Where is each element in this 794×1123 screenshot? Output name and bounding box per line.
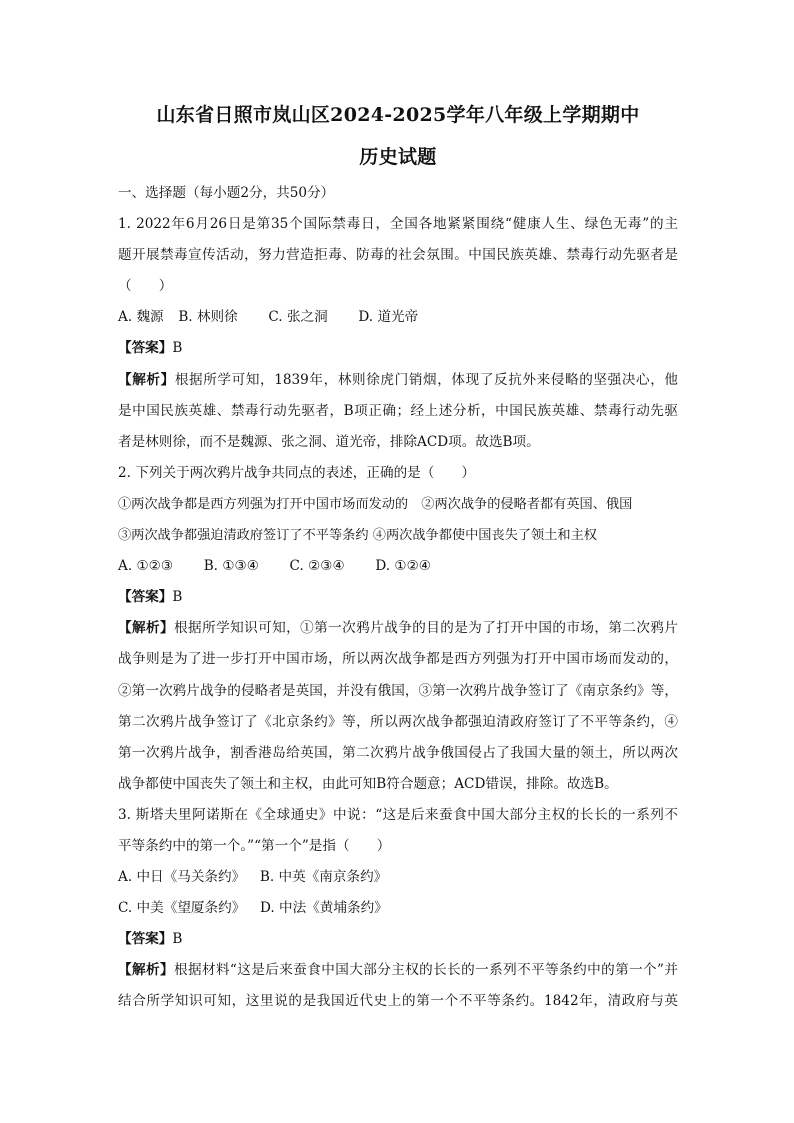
answer-value: B (172, 340, 183, 357)
question-stem-line: （ ） (118, 278, 173, 295)
answer-options (118, 893, 678, 924)
analysis-line: 是中国民族英雄、禁毒行动先驱者，B项正确；经上述分析，中国民族英雄、禁毒行动先驱 (118, 402, 678, 419)
question-stem-line: 1. 2022年6月26日是第35个国际禁毒日，全国各地紧紧围绕“健康人生、绿色无毒”的主 (118, 216, 678, 233)
question-stem-line: 平等条约中的第一个。”“第一个”是指（ ） (118, 837, 391, 854)
answer-line (118, 582, 678, 613)
answer-line (118, 333, 678, 364)
option-b: B. ①③④ (203, 558, 259, 575)
answer-label: 【答案】 (118, 931, 173, 948)
option-a: A. ①②③ (118, 558, 174, 575)
option-d: D. 中法《黄埔条约》 (259, 900, 388, 917)
answer-line (118, 924, 678, 955)
option-d: D. ①②④ (375, 558, 431, 575)
analysis-line: 者是林则徐，而不是魏源、张之洞、道光帝，排除ACD项。故选B项。 (118, 433, 540, 450)
question-stem-line: ③两次战争都强迫清政府签订了不平等条约 ④两次战争都使中国丧失了领土和主权 (118, 528, 597, 544)
question-3 (118, 800, 678, 1018)
answer-options (118, 862, 678, 893)
question-stem-line: 3. 斯塔夫里阿诺斯在《全球通史》中说：“这是后来蚕食中国大部分主权的长长的一系列不 (118, 806, 678, 823)
option-c: C. 张之洞 (268, 309, 328, 326)
question-stem-line: 2. 下列关于两次鸦片战争共同点的表述，正确的是（ ） (118, 464, 476, 481)
option-d: D. 道光帝 (358, 309, 419, 326)
answer-label: 【答案】 (118, 589, 173, 606)
answer-options (118, 302, 678, 333)
analysis-line: 第二次鸦片战争签订了《北京条约》等，所以两次战争都强迫清政府签订了不平等条约，④ (118, 713, 678, 730)
option-a: A. 魏源 (118, 309, 164, 326)
answer-value: B (172, 589, 183, 606)
option-b: B. 中英《南京条约》 (259, 869, 388, 886)
analysis-line: 结合所学知识可知，这里说的是我国近代史上的第一个不平等条约。1842年，清政府与英 (118, 993, 678, 1010)
analysis-line: 战争则是为了进一步打开中国市场，所以两次战争都是西方列强为打开中国市场而发动的， (118, 651, 678, 668)
analysis-line: 【解析】根据所学可知，1839年，林则徐虎门销烟，体现了反抗外来侵略的坚强决心，他 (118, 371, 679, 388)
document-title: 山东省日照市岚山区2024-2025学年八年级上学期期中 (156, 104, 640, 126)
option-b: B. 林则徐 (178, 309, 238, 326)
analysis-line: 第一次鸦片战争，割香港岛给英国，第二次鸦片战争俄国侵占了我国大量的领土，所以两次 (118, 744, 678, 761)
option-a: A. 中日《马关条约》 (118, 869, 246, 886)
question-stem-line: 题开展禁毒宣传活动，努力营造拒毒、防毒的社会氛围。中国民族英雄、禁毒行动先驱者是 (118, 247, 678, 264)
question-2 (118, 458, 678, 800)
analysis-label: 【解析】 (118, 371, 175, 388)
option-c: C. ②③④ (289, 558, 345, 575)
question-1 (118, 209, 678, 458)
document-subtitle: 历史试题 (359, 146, 437, 168)
analysis-label: 【解析】 (118, 962, 174, 979)
question-stem-line: ①两次战争都是西方列强为打开中国市场而发动的 ②两次战争的侵略者都有英国、俄国 (118, 496, 633, 512)
analysis-line: 战争都使中国丧失了领土和主权，由此可知B符合题意；ACD错误，排除。故选B。 (118, 775, 618, 792)
answer-options (118, 551, 678, 582)
answer-label: 【答案】 (118, 340, 173, 357)
section-heading: 一、选择题（每小题2分，共50分） (118, 185, 335, 201)
analysis-label: 【解析】 (118, 620, 175, 637)
analysis-line: ②第一次鸦片战争的侵略者是英国，并没有俄国，③第一次鸦片战争签订了《南京条约》等， (118, 682, 678, 699)
answer-value: B (172, 931, 183, 948)
option-c: C. 中美《望厦条约》 (118, 900, 246, 917)
analysis-line: 【解析】根据材料“这是后来蚕食中国大部分主权的长长的一系列不平等条约中的第一个”并 (118, 962, 678, 979)
analysis-line: 【解析】根据所学知识可知，①第一次鸦片战争的目的是为了打开中国的市场，第二次鸦片 (118, 620, 679, 637)
